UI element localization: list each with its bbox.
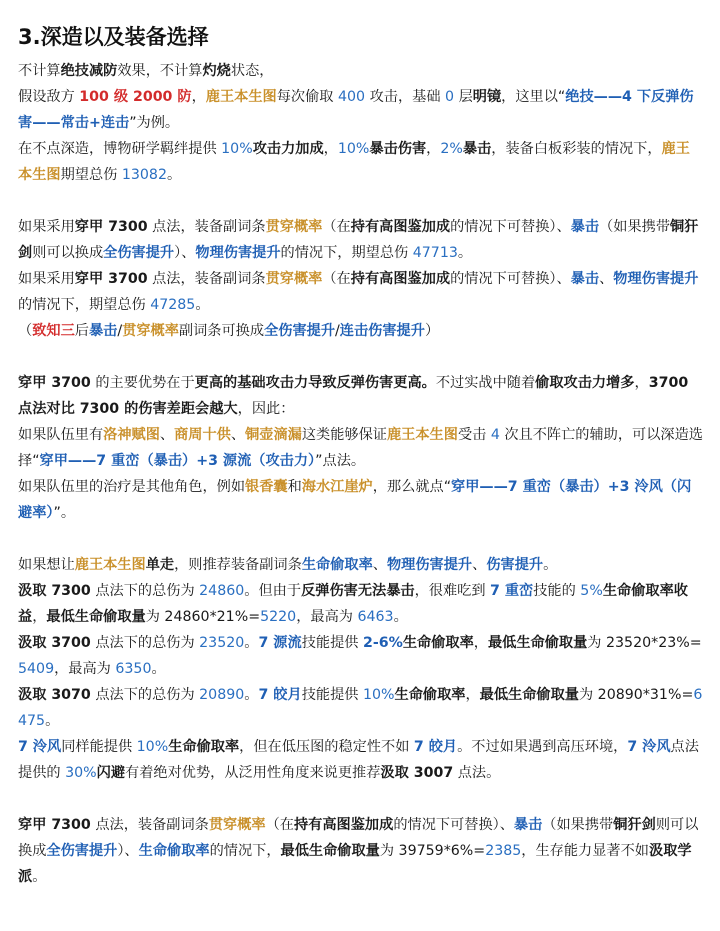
text-run: ，很难吃到	[414, 583, 491, 599]
section-title: 3.深造以及装备选择	[18, 25, 209, 49]
text-run: 点法，装备副词条	[90, 817, 209, 833]
text-run: ，最高为	[296, 609, 358, 625]
highlighted-text: 贯穿概率	[265, 271, 323, 287]
highlighted-text: 7 泠风	[627, 739, 671, 755]
highlighted-text: 5%	[580, 583, 603, 599]
text-run: 不计算	[18, 63, 61, 79]
highlighted-text: 物理伤害提升	[195, 245, 281, 261]
text-run: 如果队伍里有	[18, 427, 104, 443]
paragraph	[18, 422, 704, 474]
document-body	[18, 58, 704, 890]
text-run: 后	[74, 323, 89, 339]
highlighted-text: 铜犴剑	[18, 219, 699, 261]
highlighted-text: 暴击	[88, 323, 118, 339]
text-run: ，	[634, 375, 649, 391]
highlighted-text: 穿甲——7 重峦（暴击）+3 泠风（闪避率）	[18, 479, 692, 521]
text-run: 。	[32, 869, 47, 885]
text-run: /	[117, 323, 123, 339]
text-run: ”为例。	[129, 115, 180, 131]
text-run: 。	[166, 167, 182, 183]
highlighted-text: 最低生命偷取量	[280, 843, 380, 859]
highlighted-text: 汲取 3007	[380, 765, 454, 781]
text-run: 、	[599, 271, 614, 287]
highlighted-text: 生命偷取率收益	[18, 583, 688, 625]
highlighted-text: 6475	[18, 687, 703, 729]
highlighted-text: 贯穿概率	[208, 817, 266, 833]
text-run: （在	[322, 219, 351, 235]
paragraph	[18, 214, 704, 266]
highlighted-text: 10%	[362, 687, 395, 703]
highlighted-text: 2-6%	[362, 635, 403, 651]
highlighted-text: 最低生命偷取量	[46, 609, 146, 625]
highlighted-text: 暴击	[570, 219, 600, 235]
text-run: 。不过如果遇到高压环境，	[457, 739, 628, 755]
text-run: 点法，装备副词条	[147, 271, 266, 287]
highlighted-text: 3700 点法对比 7300 的伤害差距会越大	[18, 375, 689, 417]
highlighted-text: 暴击	[513, 817, 543, 833]
highlighted-text: 穿甲 7300	[18, 817, 91, 833]
text-run: 如果采用	[18, 271, 75, 287]
highlighted-text: 穿甲 7300	[74, 219, 148, 235]
highlighted-text: 海水江崖炉	[301, 479, 373, 495]
highlighted-text: 绝技——4 下反弹伤害——常击+连击	[18, 89, 694, 131]
text-run: 、	[159, 427, 175, 443]
text-run: ，生存能力显著不如	[521, 843, 649, 859]
highlighted-text: 2%	[440, 141, 463, 157]
highlighted-text: 贯穿概率	[122, 323, 179, 339]
highlighted-text: 持有高图鉴加成	[350, 219, 451, 235]
text-run: 则可以换成	[32, 245, 104, 261]
text-run: 。	[457, 245, 473, 261]
text-run: 点法下的总伤为	[90, 635, 200, 651]
text-run: ，因此：	[237, 401, 295, 417]
highlighted-text: 400	[337, 89, 366, 105]
text-run: 则可以换成	[18, 817, 699, 859]
highlighted-text: 2385	[485, 843, 522, 859]
text-run: 。	[543, 557, 558, 573]
highlighted-text: 鹿王本生图	[205, 89, 277, 105]
highlighted-text: 7 重峦	[490, 583, 534, 599]
text-run: ，	[426, 141, 441, 157]
paragraph	[18, 812, 704, 890]
text-run: ，最高为	[54, 661, 116, 677]
highlighted-text: 贯穿概率	[265, 219, 323, 235]
highlighted-text: 鹿王本生图	[74, 557, 146, 573]
text-run: /	[335, 323, 340, 339]
text-run: 如果队伍里的治疗是其他角色，例如	[18, 479, 246, 495]
text-run: 。	[244, 687, 259, 703]
highlighted-text: 生命偷取率	[301, 557, 373, 573]
text-run: ，	[323, 141, 338, 157]
highlighted-text: 100 级 2000 防	[79, 89, 192, 105]
text-run: 的情况下，期望总伤	[18, 297, 151, 313]
text-run: 、	[472, 557, 487, 573]
highlighted-text: 穿甲——7 重峦（暴击）+3 源流（攻击力）	[39, 453, 316, 469]
text-run: 的情况下可替换）、	[393, 817, 514, 833]
highlighted-text: 全伤害提升	[46, 843, 118, 859]
text-run: 假设敌方	[18, 89, 80, 105]
highlighted-text: 47713	[412, 245, 458, 261]
text-run: 为 20890*31%=	[578, 687, 694, 703]
text-run: 技能提供	[301, 635, 363, 651]
text-run: 。	[151, 661, 166, 677]
text-run: ）、	[117, 843, 139, 859]
highlighted-text: 生命偷取率	[168, 739, 240, 755]
text-run: 不过实战中随着	[435, 375, 536, 391]
paragraph	[18, 682, 704, 734]
highlighted-text: 10%	[221, 141, 253, 157]
text-run: 层	[454, 89, 473, 105]
text-run: ，	[465, 687, 480, 703]
text-run: 点法下的总伤为	[90, 583, 200, 599]
highlighted-text: 绝技减防	[60, 63, 118, 79]
text-run: ，	[191, 89, 206, 105]
text-run: 次且不阵亡的辅助，可以深造选择“	[18, 427, 703, 469]
paragraph	[18, 266, 704, 318]
paragraph	[18, 370, 704, 422]
highlighted-text: 暴击	[462, 141, 492, 157]
highlighted-text: 物理伤害提升	[386, 557, 473, 573]
text-run: 受击	[457, 427, 491, 443]
text-run: 。	[45, 713, 60, 729]
paragraph-spacer	[18, 344, 704, 370]
text-run: 为 39759*6%=	[379, 843, 486, 859]
highlighted-text: 鹿王本生图	[386, 427, 458, 443]
text-run: （在	[322, 271, 351, 287]
highlighted-text: 5409	[18, 661, 55, 677]
text-run: 。	[393, 609, 408, 625]
text-run: 点法，装备副词条	[147, 219, 266, 235]
highlighted-text: 更高的基础攻击力导致反弹伤害更高。	[194, 375, 436, 391]
paragraph	[18, 578, 704, 630]
highlighted-text: 0	[445, 89, 455, 105]
highlighted-text: 攻击力加成	[252, 141, 324, 157]
text-run: 。	[195, 297, 210, 313]
highlighted-text: 反弹伤害无法暴击	[301, 583, 415, 599]
highlighted-text: 单走	[145, 557, 175, 573]
text-run: ”。	[53, 505, 76, 521]
highlighted-text: 银香囊	[245, 479, 288, 495]
highlighted-text: 灼烧	[202, 63, 231, 79]
highlighted-text: 汲取 3700	[18, 635, 91, 651]
text-run: 期望总伤	[60, 167, 122, 183]
text-run: 点法下的总伤为	[90, 687, 200, 703]
text-run: 、	[372, 557, 387, 573]
text-run: ，则推荐装备副词条	[174, 557, 302, 573]
highlighted-text: 物理伤害提升	[613, 271, 699, 287]
highlighted-text: 商周十供	[174, 427, 231, 443]
text-run: 的主要优势在于	[90, 375, 195, 391]
text-run: 技能提供	[301, 687, 363, 703]
text-run: 。	[244, 635, 259, 651]
text-run: 在不点深造，博物研学羁绊提供	[18, 141, 222, 157]
text-run: （如果携带	[599, 219, 671, 235]
text-run: 攻击，基础	[365, 89, 446, 105]
highlighted-text: 7 源流	[258, 635, 302, 651]
text-run: （	[18, 323, 33, 339]
highlighted-text: 铜犴剑	[613, 817, 656, 833]
paragraph-spacer	[18, 188, 704, 214]
text-run: ”点法。	[315, 453, 366, 469]
text-run: 有着绝对优势，从泛用性角度来说更推荐	[125, 765, 381, 781]
text-run: 和	[287, 479, 302, 495]
text-run: 的情况下可替换）、	[450, 271, 571, 287]
highlighted-text: 汲取学派	[18, 843, 692, 885]
text-run: 、	[230, 427, 246, 443]
paragraph-spacer	[18, 786, 704, 812]
text-run: （在	[265, 817, 294, 833]
text-run: 效果，不计算	[117, 63, 203, 79]
highlighted-text: 鹿王本生图	[18, 141, 690, 183]
text-run: 的情况下，期望总伤	[280, 245, 413, 261]
highlighted-text: 持有高图鉴加成	[350, 271, 451, 287]
text-run: 副词条可换成	[178, 323, 265, 339]
highlighted-text: 全伤害提升	[103, 245, 175, 261]
paragraph-spacer	[18, 526, 704, 552]
highlighted-text: 7 泠风	[18, 739, 62, 755]
highlighted-text: 47285	[150, 297, 196, 313]
highlighted-text: 最低生命偷取量	[487, 635, 588, 651]
highlighted-text: 10%	[136, 739, 169, 755]
text-run: ，那么就点“	[372, 479, 452, 495]
highlighted-text: 30%	[65, 765, 97, 781]
text-run: （如果携带	[542, 817, 614, 833]
highlighted-text: 铜壶滴漏	[245, 427, 302, 443]
highlighted-text: 连击伤害提升	[339, 323, 425, 339]
text-run: 每次偷取	[276, 89, 338, 105]
highlighted-text: 穿甲 3700	[18, 375, 91, 391]
text-run: 状态，	[230, 63, 274, 79]
text-run: 的情况下，	[209, 843, 281, 859]
text-run: 为 24860*21%=	[145, 609, 261, 625]
highlighted-text: 闪避	[96, 765, 126, 781]
highlighted-text: 20890	[199, 687, 245, 703]
text-run: 为 23520*23%=	[587, 635, 702, 651]
highlighted-text: 伤害提升	[486, 557, 544, 573]
paragraph	[18, 552, 704, 578]
highlighted-text: 6463	[357, 609, 394, 625]
text-run: ，但在低压图的稳定性不如	[239, 739, 414, 755]
paragraph	[18, 84, 704, 136]
highlighted-text: 致知三	[32, 323, 75, 339]
highlighted-text: 汲取 3070	[18, 687, 91, 703]
highlighted-text: 生命偷取率	[402, 635, 474, 651]
text-run: 点法提供的	[18, 739, 699, 781]
highlighted-text: 汲取 7300	[18, 583, 91, 599]
text-run: ，装备白板彩装的情况下，	[491, 141, 662, 157]
text-run: 。但由于	[244, 583, 302, 599]
text-run: ，	[473, 635, 488, 651]
text-run: 同样能提供	[61, 739, 137, 755]
highlighted-text: 洛神赋图	[103, 427, 160, 443]
paragraph	[18, 630, 704, 682]
highlighted-text: 全伤害提升	[264, 323, 336, 339]
text-run: ）、	[174, 245, 196, 261]
text-run: 的情况下可替换）、	[450, 219, 571, 235]
highlighted-text: 7 皎月	[258, 687, 302, 703]
highlighted-text: 持有高图鉴加成	[293, 817, 394, 833]
text-run: 如果采用	[18, 219, 75, 235]
highlighted-text: 4	[490, 427, 500, 443]
highlighted-text: 6350	[115, 661, 152, 677]
paragraph	[18, 474, 704, 526]
highlighted-text: 明镜	[472, 89, 502, 105]
highlighted-text: 7 皎月	[413, 739, 458, 755]
highlighted-text: 暴击	[570, 271, 600, 287]
highlighted-text: 最低生命偷取量	[479, 687, 579, 703]
highlighted-text: 暴击伤害	[369, 141, 427, 157]
text-run: ）	[424, 323, 440, 339]
text-run: ，	[32, 609, 47, 625]
paragraph	[18, 318, 704, 344]
text-run: 如果想让	[18, 557, 75, 573]
highlighted-text: 10%	[337, 141, 370, 157]
text-run: 点法。	[453, 765, 501, 781]
highlighted-text: 穿甲 3700	[74, 271, 148, 287]
highlighted-text: 13082	[121, 167, 167, 183]
text-run: ，这里以“	[501, 89, 566, 105]
highlighted-text: 偷取攻击力增多	[535, 375, 635, 391]
highlighted-text: 5220	[260, 609, 297, 625]
paragraph	[18, 136, 704, 188]
highlighted-text: 24860	[199, 583, 245, 599]
text-run: 这类能够保证	[301, 427, 387, 443]
highlighted-text: 生命偷取率	[394, 687, 466, 703]
paragraph	[18, 734, 704, 786]
text-run: 技能的	[533, 583, 581, 599]
highlighted-text: 23520	[199, 635, 245, 651]
paragraph	[18, 58, 704, 84]
highlighted-text: 生命偷取率	[138, 843, 210, 859]
